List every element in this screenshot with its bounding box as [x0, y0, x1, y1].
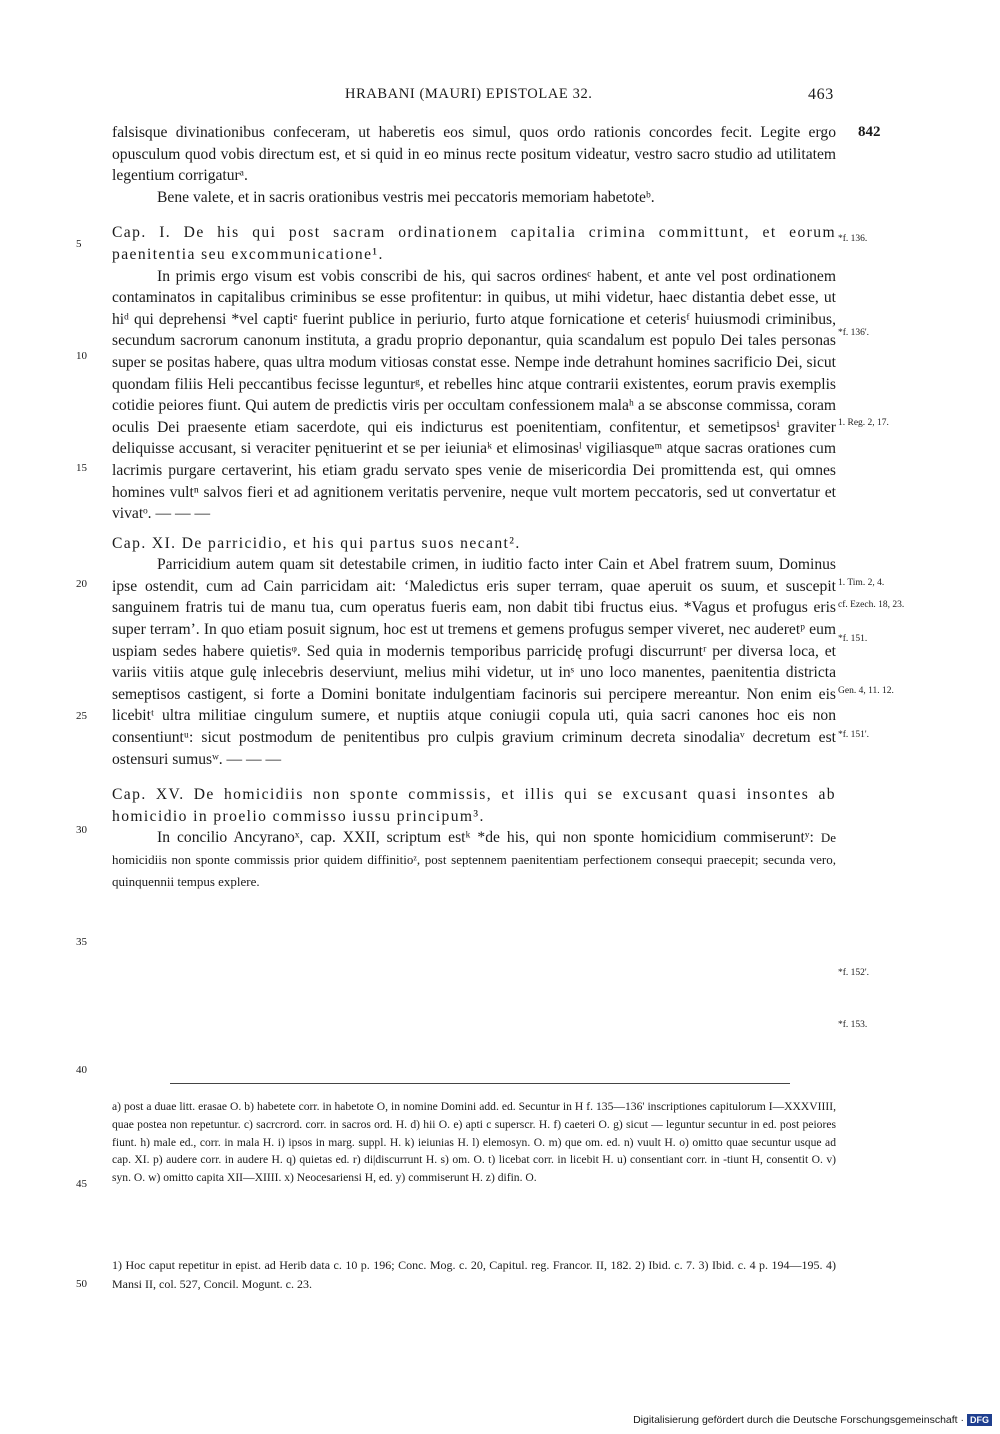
margin-note: *f. 136.	[838, 234, 868, 244]
line-number: 45	[76, 1178, 87, 1190]
margin-note: 1. Reg. 2, 17.	[838, 418, 889, 428]
margin-page-ref: 842	[858, 124, 881, 140]
margin-note: Gen. 4, 11. 12.	[838, 686, 894, 696]
digitization-credit	[633, 1414, 992, 1426]
line-number: 50	[76, 1278, 87, 1290]
footnote-rule	[170, 1083, 790, 1084]
dfg-logo-icon: DFG	[967, 1414, 992, 1426]
line-number: 35	[76, 936, 87, 948]
chapter-heading: Cap. XI. De parricidio, et his qui partus suos necant².	[112, 534, 521, 552]
line-number: 20	[76, 578, 87, 590]
line-number: 30	[76, 824, 87, 836]
page-number: 463	[808, 86, 834, 103]
line-number: 25	[76, 710, 87, 722]
footnotes	[112, 1256, 836, 1293]
margin-note: *f. 153.	[838, 1020, 868, 1030]
line-number: 10	[76, 350, 87, 362]
critical-apparatus	[112, 1098, 836, 1187]
margin-note: *f. 152'.	[838, 968, 870, 978]
valediction: Bene valete, et in sacris orationibus vestris mei peccatoris memoriam habetoteᵇ.	[157, 188, 655, 206]
line-number: 5	[76, 238, 82, 250]
running-head: HRABANI (MAURI) EPISTOLAE 32.	[345, 86, 593, 102]
footnote-text: 1) Hoc caput repetitur in epist. ad Herib data c. 10 p. 196; Conc. Mog. c. 20, Capitul. reg. Francor. II, 182. 2) Ibid. c. 7. 3) Ibid. c. 4 p. 194—195. 4) Mansi II, col. 527, Concil. Mogunt. c. 23.	[112, 1258, 836, 1291]
chapter-heading: Cap. I. De his qui post sacram ordinationem capitalia crimina committunt, et eorum paenitentia seu excommunicatione¹.	[112, 224, 836, 263]
margin-note: 1. Tim. 2, 4.	[838, 578, 885, 588]
margin-note: *f. 151'.	[838, 730, 870, 740]
main-text	[112, 122, 836, 892]
margin-note: cf. Ezech. 18, 23.	[838, 600, 905, 610]
chapter-text: In concilio Ancyranoˣ, cap. XXII, scriptum estᵏ *de his, qui non sponte homicidium commiseruntʸ:	[157, 829, 814, 847]
apparatus-text: a) post a duae litt. erasae O. b) habetete corr. in habetote O, in nomine Domini add. ed. Secuntur in H f. 135—136' inscriptiones capitulorum I—XXXVIIII, quae postea non repetuntur. c) sacrcrord. corr. in sacros ord. H. d) hii O. e) apti c superscr. H. f) caeteri O. g) sicut — leguntur secuntur in ed. post peiores fiunt. h) male ed., corr. in mala H. i) ipsos in marg. suppl. H. k) ieiunias H. l) elemosyn. O. m) que om. ed. n) vuult H. o) omitto quae secuntur usque ad cap. XI. p) audere corr. in audere H. q) quietas ed. r) di|discurrunt H. s) om. O. t) licebat corr. in licebit H. u) consentiant corr. in -tiunt H, consentit O. v) syn. O. w) omitto capita XII—XIIII. x) Neocesariensi H, ed. y) commiserunt H. z) difin. O.	[112, 1100, 836, 1185]
chapter-text: In primis ergo visum est vobis conscribi de his, qui sacros ordinesᶜ habent, et ante vel post ordinationem contaminatos in capitalibus criminibus se esse profitentur: in quibus, ut mihi videtur, haec distantia debet esse, ut hiᵈ qui deprehensi *vel captiᵉ fuerint publice in periurio, furto atque fornicatione et ceterisᶠ huiusmodi criminibus, secundum sacrorum canonum instituta, a gradu proprio deponantur, quia scandalum est populo Dei tales personas super se positas habere, quas ultra modum vitiosas constat esse. Nempe inde detrahunt homines sacrificio Dei, sicut quondam filiis Heli peccantibus fecisse legunturᵍ, et rebelles hinc atque contrarii existentes, eorum pravis exemplis cotidie peiores fiunt. Qui autem de predictis viris per occultam confessionem malaʰ a se absconse commissa, coram oculis Dei praesente etiam sacerdote, qui eis indicturus est poenitentiam, confitentur, et semetipsosⁱ graviter deliquisse accusant, si veraciter pęnituerint et se per ieiuniaᵏ et elimosinasˡ vigiliasqueᵐ atque sacras orationes cum lacrimis purgare certaverint, his etiam gradu servato spes venie de misericordia Dei promittenda est, qui omnes homines vultⁿ salvos fieri et ad agnitionem veritatis pervenire, neque vult mortem peccatoris, sed ut convertatur et vivatᵒ. — — —	[112, 267, 836, 523]
chapter-heading: Cap. XV. De homicidiis non sponte commissis, et illis qui se excusant quasi insontes ab homicidio in proelio commisso iussu principum³.	[112, 786, 836, 825]
quoted-canon: De homicidiis non sponte commissis prior quidem diffinitioᶻ, post septennem paenitentiam perfectionem consequi praecepit; secunda vero, quinquennii tempus explere.	[112, 830, 836, 889]
line-number: 40	[76, 1064, 87, 1076]
credit-text: Digitalisierung gefördert durch die Deutsche Forschungsgemeinschaft ·	[633, 1414, 964, 1426]
line-number: 15	[76, 462, 87, 474]
chapter-text: Parricidium autem quam sit detestabile crimen, in iuditio facto inter Cain et Abel fratrem suum, Dominus ipse ostendit, cum ad Cain parricidam ait: ‘Maledictus eris super terram, quae aperuit os suum, et suscepit sanguinem fratris tui de manu tua, cum operatus fueris eam, non dabit tibi fructus eius. *Vagus et profugus eris super terram’. In quo etiam posuit signum, hoc est ut tremens et gemens profugus semper viveret, nec auderetᵖ eum uspiam sedes habere quietisᵠ. Sed quia in modernis temporibus parricidę profugi discurruntʳ per diversa loca, et variis vitiis atque gulę inlecebris deserviunt, melius mihi videtur, ut inˢ uno loco manentes, paenitentia districta semeptisos castigent, si forte a Domini bonitate indulgentiam facinoris sui percipere mereantur. Non enim eis licebitᵗ ultra militiae cingulum sumere, et nuptiis atque coniugii copula uti, quia sacri canones hoc eis non consentiuntᵘ: sicut postmodum de penitentibus pro culpis gravium criminum decreta sinodaliaᵛ decretum est ostensuri sumusʷ. — — —	[112, 556, 836, 768]
margin-note: *f. 136'.	[838, 328, 870, 338]
intro-paragraph: falsisque divinationibus confeceram, ut haberetis eos simul, quos ordo rationis concordes fecit. Legite ergo opusculum quod vobis directum est, et si quid in eo minus recte positum videatur, vestro sacro studio ad utilitatem legentium corrigaturᵃ.	[112, 124, 836, 185]
margin-note: *f. 151.	[838, 634, 868, 644]
